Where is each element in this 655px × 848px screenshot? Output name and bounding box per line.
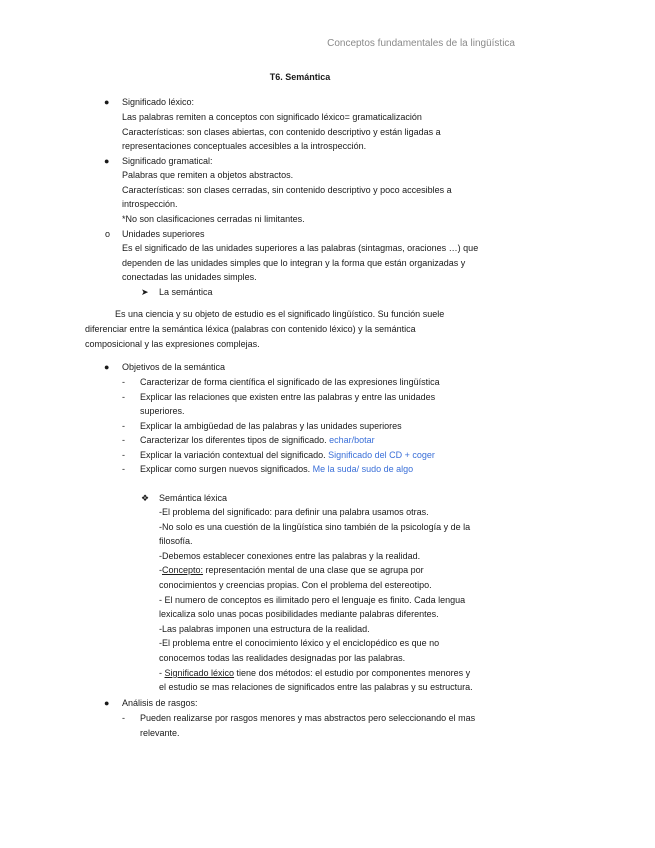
objetivo-item: [140, 464, 413, 475]
lexica-line: lexicaliza solo unas pocas posibilidades mediante palabras diferentes.: [159, 609, 439, 619]
example-link: echar/botar: [329, 435, 375, 445]
sec3-line: Es el significado de las unidades superiores a las palabras (sintagmas, oraciones …) que: [122, 243, 479, 253]
dash-bullet: -: [122, 392, 125, 402]
objetivo-text: Explicar la variación contextual del significado.: [140, 450, 326, 460]
page-title: T6. Semántica: [269, 72, 331, 82]
lexica-line: [159, 668, 470, 679]
concepto-term: Concepto:: [162, 565, 204, 575]
analisis-item: Pueden realizarse por rasgos menores y mas abstractos pero seleccionando el mas: [140, 713, 476, 723]
paragraph-line: composicional y las expresiones complejas.: [85, 339, 260, 349]
sec3-subheading: La semántica: [159, 287, 213, 297]
dash-bullet: -: [122, 377, 125, 387]
lexica-dash: -: [159, 668, 165, 678]
bullet-circle-icon: o: [105, 229, 111, 239]
objetivo-text: Caracterizar los diferentes tipos de significado.: [140, 435, 327, 445]
sec2-line: Características: son clases cerradas, sin contenido descriptivo y poco accesibles a: [122, 185, 452, 195]
bullet-dot-icon: ●: [104, 97, 110, 107]
sec3-heading: Unidades superiores: [122, 229, 205, 239]
sec1-line: representaciones conceptuales accesibles a la introspección.: [122, 141, 367, 151]
sec2-heading: Significado gramatical:: [122, 156, 213, 166]
lexica-line: -No solo es una cuestión de la lingüística sino también de la psicología y de la: [159, 522, 471, 532]
example-link: Me la suda/ sudo de algo: [312, 464, 414, 474]
analisis-heading: Análisis de rasgos:: [122, 698, 198, 708]
objetivo-item: [140, 450, 435, 461]
objetivo-item: Explicar la ambigüedad de las palabras y las unidades superiores: [140, 421, 402, 431]
significado-lexico-term: Significado léxico: [164, 668, 235, 678]
lexica-line: -Las palabras imponen una estructura de la realidad.: [159, 624, 370, 634]
objetivo-item: Explicar las relaciones que existen entre las palabras y entre las unidades: [140, 392, 436, 402]
sec1-heading: Significado léxico:: [122, 97, 195, 107]
paragraph-line: Es una ciencia y su objeto de estudio es el significado lingüístico. Su función suele: [115, 309, 445, 319]
lexica-line: conocimientos y creencias propias. Con el problema del estereotipo.: [159, 580, 432, 590]
lexica-dash: -: [159, 565, 162, 575]
analisis-item-cont: relevante.: [140, 728, 180, 738]
objetivos-heading: Objetivos de la semántica: [122, 362, 226, 372]
sec3-line: dependen de las unidades simples que lo integran y la forma que están organizadas y: [122, 258, 466, 268]
lexica-line: -Debemos establecer conexiones entre las palabras y la realidad.: [159, 551, 421, 561]
sec2-line: Palabras que remiten a objetos abstractos.: [122, 170, 294, 180]
lexica-line: -El problema entre el conocimiento léxico y el enciclopédico es que no: [159, 638, 440, 648]
objetivo-item: Caracterizar de forma científica el significado de las expresiones lingüística: [140, 377, 440, 387]
dash-bullet: -: [122, 435, 125, 445]
lexica-line: conocemos todas las realidades designadas por las palabras.: [159, 653, 406, 663]
diamond-bullet-icon: ❖: [141, 493, 150, 503]
dash-bullet: -: [122, 464, 125, 474]
paragraph-line: diferenciar entre la semántica léxica (palabras con contenido léxico) y la semántica: [85, 324, 416, 334]
lexica-line: el estudio se mas relaciones de significados entre las palabras y su estructura.: [159, 682, 473, 692]
bullet-dot-icon: ●: [104, 698, 110, 708]
arrow-bullet-icon: ➤: [141, 287, 149, 297]
sec2-line: introspección.: [122, 199, 178, 209]
lexica-line: filosofía.: [159, 536, 193, 546]
lexica-line: - El numero de conceptos es ilimitado pero el lenguaje es finito. Cada lengua: [159, 595, 466, 605]
sec1-line: Las palabras remiten a conceptos con significado léxico= gramaticalización: [122, 112, 422, 122]
sec1-line: Características: son clases abiertas, con contenido descriptivo y están ligadas a: [122, 127, 441, 137]
objetivo-text: Explicar como surgen nuevos significados.: [140, 464, 311, 474]
lexica-line: [159, 565, 424, 576]
dash-bullet: -: [122, 450, 125, 460]
lexica-heading: Semántica léxica: [159, 493, 228, 503]
running-header: Conceptos fundamentales de la lingüística: [327, 38, 515, 49]
sec3-line: conectadas las unidades simples.: [122, 272, 257, 282]
objetivo-item-cont: superiores.: [140, 406, 185, 416]
dash-bullet: -: [122, 713, 125, 723]
sec2-line: *No son clasificaciones cerradas ni limitantes.: [122, 214, 305, 224]
example-link: Significado del CD + coger: [328, 450, 435, 460]
objetivo-item: [140, 435, 375, 446]
lexica-text: representación mental de una clase que se agrupa por: [203, 565, 424, 575]
bullet-dot-icon: ●: [104, 362, 110, 372]
dash-bullet: -: [122, 421, 125, 431]
lexica-line: -El problema del significado: para definir una palabra usamos otras.: [159, 507, 429, 517]
bullet-dot-icon: ●: [104, 156, 110, 166]
lexica-text: tiene dos métodos: el estudio por componentes menores y: [234, 668, 471, 678]
